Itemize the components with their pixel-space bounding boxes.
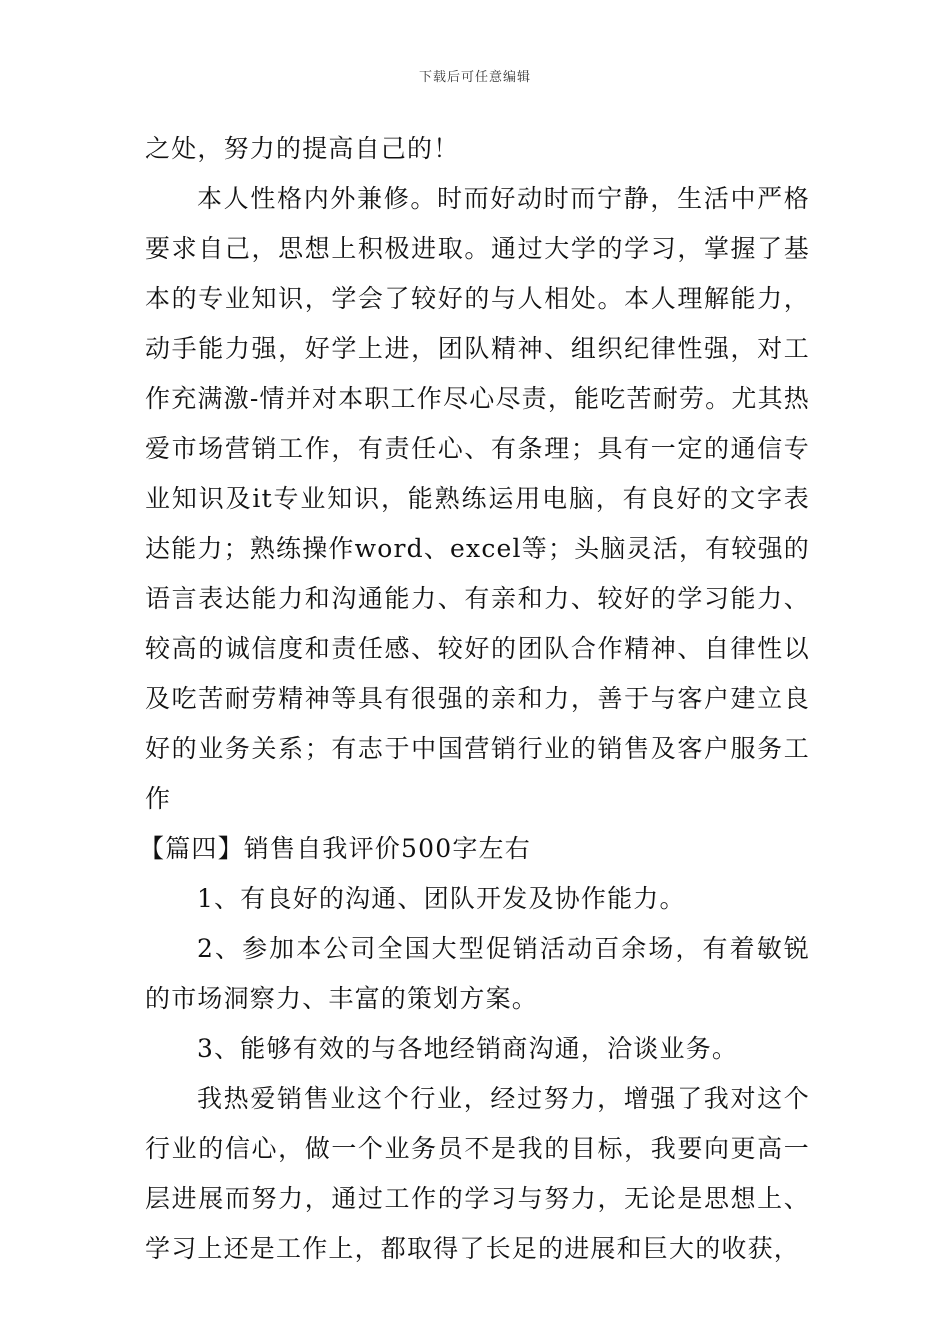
paragraph-continuation: 之处，努力的提高自己的！ <box>145 134 460 163</box>
list-item-1: 1、有良好的沟通、团队开发及协作能力。 <box>197 884 686 913</box>
list-item-3: 3、能够有效的与各地经销商沟通，洽谈业务。 <box>197 1034 739 1063</box>
paragraph-self-description: 本人性格内外兼修。时而好动时而宁静，生活中严格要求自己，思想上积极进取。通过大学的学习，掌握了基本的专业知识，学会了较好的与人相处。本人理解能力，动手能力强，好学上进，团队精神、组织纪律性强，对工作充满激-情并对本职工作尽心尽责，能吃苦耐劳。尤其热爱市场营销工作，有责任心、有条理；具有一定的通信专业知识及it专业知识，能熟练运用电脑，有良好的文字表达能力；熟练操作word、excel等；头脑灵活，有较强的语言表达能力和沟通能力、有亲和力、较好的学习能力、较高的诚信度和责任感、较好的团队合作精神、自律性以及吃苦耐劳精神等具有很强的亲和力，善于与客户建立良好的业务关系；有志于中国营销行业的销售及客户服务工作 <box>145 184 810 813</box>
paragraph-closing: 我热爱销售业这个行业，经过努力，增强了我对这个行业的信心，做一个业务员不是我的目标，我要向更高一层进展而努力，通过工作的学习与努力，无论是思想上、学习上还是工作上，都取得了长足的进展和巨大的收获， <box>145 1084 810 1263</box>
document-body <box>139 124 810 1274</box>
list-item-2: 2、参加本公司全国大型促销活动百余场，有着敏锐的市场洞察力、丰富的策划方案。 <box>145 934 810 1013</box>
header-note: 下载后可任意编辑 <box>418 70 531 85</box>
section-heading: 【篇四】销售自我评价500字左右 <box>139 834 531 863</box>
